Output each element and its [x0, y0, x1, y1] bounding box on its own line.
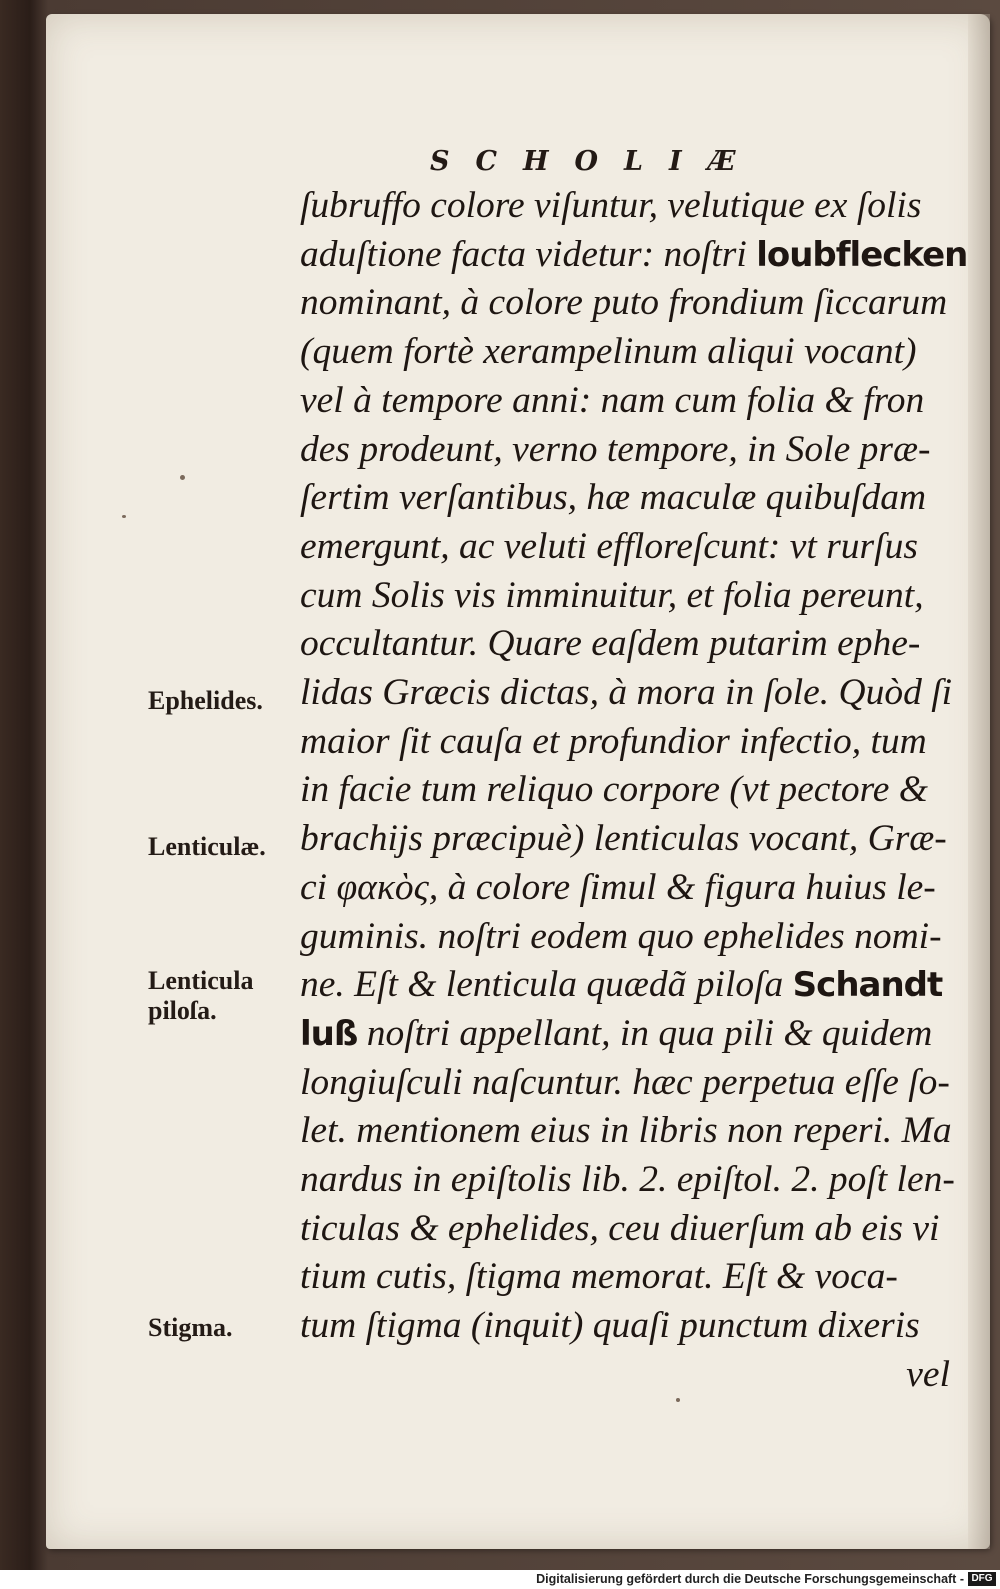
- running-head: SCHOLIÆ: [430, 146, 762, 177]
- text-line: let. mentionem eius in libris non reperi. Ma: [300, 1110, 952, 1152]
- text-segment: noſtri appellant, in qua pili & quidem: [357, 1012, 933, 1054]
- marginal-note-lenticulae: Lenticulæ.: [148, 832, 266, 861]
- text-line: [300, 961, 950, 1010]
- marginal-note-lenticula-pilosa-line1: Lenticula: [148, 966, 254, 995]
- text-line: maior ſit cauſa et profundior infectio, tum: [300, 720, 927, 762]
- marginal-note-ephelides: Ephelides.: [148, 686, 263, 715]
- text-line: ſertim verſantibus, hæ maculæ quibuſdam: [300, 477, 927, 519]
- blackletter-word: Schandt: [792, 965, 943, 1006]
- blackletter-word: loubflecken: [756, 234, 968, 275]
- text-line: vel à tempore anni: nam cum folia & fron: [300, 379, 925, 421]
- text-line: brachijs præcipuè) lenticulas vocant, Græ-: [300, 818, 947, 860]
- text-segment: aduſtione facta videtur: noſtri: [300, 233, 757, 275]
- page-edge: [968, 14, 990, 1549]
- text-line: nardus in epiſtolis lib. 2. epiſtol. 2. poſt len-: [300, 1159, 955, 1201]
- text-line: [300, 1010, 950, 1059]
- ink-speck: [180, 475, 185, 480]
- text-line: cum Solis vis imminuitur, et folia pereunt,: [300, 574, 924, 616]
- text-line: longiuſculi naſcuntur. hæc perpetua eſſe ſo-: [300, 1061, 950, 1103]
- dfg-logo: DFG: [968, 1572, 996, 1586]
- text-line: ci φακὸς, à colore ſimul & figura huius le-: [300, 866, 936, 908]
- ink-speck: [676, 1398, 680, 1402]
- text-line: nominant, à colore puto frondium ſiccarum: [300, 282, 948, 324]
- marginal-note-lenticula-pilosa-line2: piloſa.: [148, 996, 217, 1025]
- text-line: occultantur. Quare eaſdem putarim ephe-: [300, 623, 921, 665]
- digitization-credit: Digitalisierung gefördert durch die Deutsche Forschungsgemeinschaft -: [536, 1572, 964, 1586]
- marginal-note-stigma: Stigma.: [148, 1313, 233, 1342]
- text-line: lidas Græcis dictas, à mora in ſole. Quòd ſi: [300, 672, 953, 714]
- text-line: ſubruffo colore viſuntur, velutique ex ſolis: [300, 185, 922, 226]
- text-line: [300, 231, 968, 280]
- text-line: ticulas & ephelides, ceu diuerſum ab eis vi: [300, 1207, 940, 1249]
- text-line: des prodeunt, verno tempore, in Sole præ-: [300, 428, 931, 470]
- main-text-block: [300, 182, 968, 1400]
- text-segment: ne. Eſt & lenticula quædã piloſa: [300, 964, 793, 1006]
- text-line: guminis. noſtri eodem quo ephelides nomi-: [300, 915, 942, 957]
- text-line: tum ſtigma (inquit) quaſi punctum dixeris: [300, 1305, 920, 1347]
- text-line: (quem fortè xerampelinum aliqui vocant): [300, 331, 917, 373]
- text-line: emergunt, ac veluti effloreſcunt: vt rurſus: [300, 525, 918, 567]
- blackletter-word: luß: [300, 1013, 358, 1054]
- ink-speck: [122, 515, 126, 518]
- text-line: in facie tum reliquo corpore (vt pectore &: [300, 769, 928, 811]
- text-line: vel: [906, 1353, 950, 1395]
- text-line: tium cutis, ſtigma memorat. Eſt & voca-: [300, 1256, 898, 1298]
